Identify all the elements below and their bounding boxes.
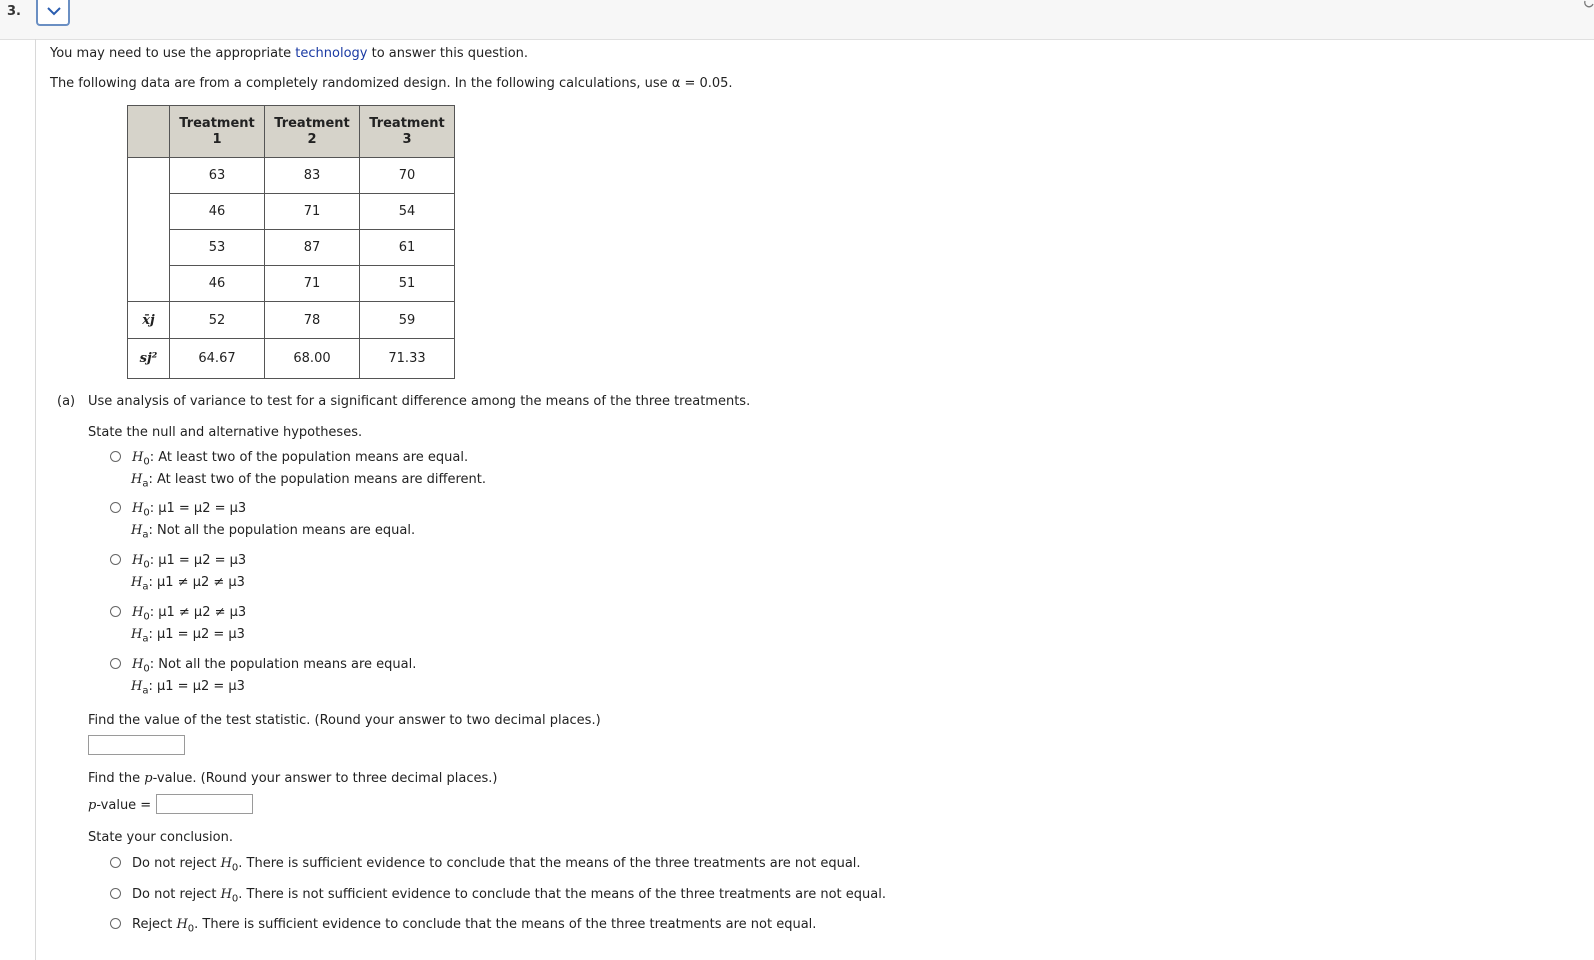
intro-suffix: to answer this question. — [367, 46, 529, 61]
refresh-icon[interactable] — [1582, 0, 1594, 8]
test-statistic-prompt: Find the value of the test statistic. (Round your answer to two decimal places.) — [88, 713, 601, 728]
header-treatment-1: Treatment 1 — [170, 106, 265, 158]
content-left-border — [35, 39, 36, 960]
intro-text — [50, 46, 528, 61]
hypothesis-option-5-radio[interactable] — [110, 658, 121, 669]
problem-description: The following data are from a completely randomized design. In the following calculations, use α = 0.05. — [50, 76, 733, 91]
table-cell: 53 — [170, 230, 265, 266]
hypothesis-option-1-ha: $H_a$: At least two of the population means are different. — [131, 472, 486, 490]
hypothesis-option-5-h0: $H_0$: Not all the population means are equal. — [132, 657, 417, 675]
hypothesis-option-4-radio[interactable] — [110, 606, 121, 617]
header-treatment-3: Treatment 3 — [360, 106, 455, 158]
mean-cell: 52 — [170, 302, 265, 339]
hypotheses-prompt: State the null and alternative hypotheses. — [88, 425, 363, 440]
conclusion-option-3-radio[interactable] — [110, 918, 121, 929]
table-cell: 87 — [265, 230, 360, 266]
mean-symbol: x̄j — [142, 312, 155, 328]
table-cell: 46 — [170, 266, 265, 302]
variance-symbol: sj² — [139, 351, 158, 366]
header-treatment-2: Treatment 2 — [265, 106, 360, 158]
variance-row — [128, 339, 455, 379]
technology-link[interactable]: technology — [295, 46, 368, 61]
hypothesis-option-2-radio[interactable] — [110, 502, 121, 513]
part-a-prompt: Use analysis of variance to test for a significant difference among the means of the three treatments. — [88, 394, 751, 409]
part-a-label: (a) — [57, 394, 76, 409]
table-cell: 63 — [170, 158, 265, 194]
table-cell: 51 — [360, 266, 455, 302]
table-cell: 46 — [170, 194, 265, 230]
intro-prefix: You may need to use the appropriate — [50, 46, 296, 61]
p-value-input[interactable] — [156, 794, 253, 814]
variance-cell: 71.33 — [360, 339, 455, 379]
corner-header-cell — [128, 106, 170, 158]
table-row — [128, 158, 455, 194]
conclusion-option-2-text: Do not reject $H_0$. There is not sufficient evidence to conclude that the means of the three treatments are not equal. — [132, 887, 886, 905]
hypothesis-option-2-h0: $H_0$: μ1 = μ2 = μ3 — [132, 501, 247, 519]
table-cell: 71 — [265, 194, 360, 230]
table-cell: 83 — [265, 158, 360, 194]
hypothesis-option-5-ha: $H_a$: μ1 = μ2 = μ3 — [131, 679, 245, 697]
table-cell: 61 — [360, 230, 455, 266]
table-cell: 70 — [360, 158, 455, 194]
conclusion-prompt: State your conclusion. — [88, 830, 233, 845]
mean-cell: 59 — [360, 302, 455, 339]
mean-row — [128, 302, 455, 339]
p-value-prompt: Find the p-value. (Round your answer to three decimal places.) — [88, 771, 498, 786]
chevron-down-icon — [47, 7, 61, 16]
mean-row-label — [128, 302, 170, 339]
hypothesis-option-1-h0: $H_0$: At least two of the population means are equal. — [132, 450, 469, 468]
hypothesis-option-4-ha: $H_a$: μ1 = μ2 = μ3 — [131, 627, 245, 645]
conclusion-option-3-text: Reject $H_0$. There is sufficient evidence to conclude that the means of the three treatments are not equal. — [132, 917, 817, 935]
table-row — [128, 194, 455, 230]
conclusion-option-2-radio[interactable] — [110, 888, 121, 899]
question-number: 3. — [7, 4, 21, 19]
hypothesis-option-3-h0: $H_0$: μ1 = μ2 = μ3 — [132, 553, 247, 571]
table-cell: 54 — [360, 194, 455, 230]
hypothesis-option-3-radio[interactable] — [110, 554, 121, 565]
conclusion-option-1-radio[interactable] — [110, 857, 121, 868]
variance-cell: 68.00 — [265, 339, 360, 379]
table-row — [128, 266, 455, 302]
question-header — [0, 0, 1594, 40]
p-value-label: p-value = — [88, 798, 152, 813]
mean-cell: 78 — [265, 302, 360, 339]
table-row — [128, 230, 455, 266]
hypothesis-option-3-ha: $H_a$: μ1 ≠ μ2 ≠ μ3 — [131, 575, 245, 593]
test-statistic-input[interactable] — [88, 735, 185, 755]
hypothesis-option-1-radio[interactable] — [110, 451, 121, 462]
data-table — [127, 105, 455, 379]
collapse-toggle-button[interactable] — [36, 0, 70, 26]
table-cell: 71 — [265, 266, 360, 302]
variance-cell: 64.67 — [170, 339, 265, 379]
hypothesis-option-4-h0: $H_0$: μ1 ≠ μ2 ≠ μ3 — [132, 605, 247, 623]
blank-row-label-cell — [128, 158, 170, 302]
variance-row-label — [128, 339, 170, 379]
conclusion-option-1-text: Do not reject $H_0$. There is sufficient evidence to conclude that the means of the three treatments are not equal. — [132, 856, 861, 874]
hypothesis-option-2-ha: $H_a$: Not all the population means are equal. — [131, 523, 416, 541]
